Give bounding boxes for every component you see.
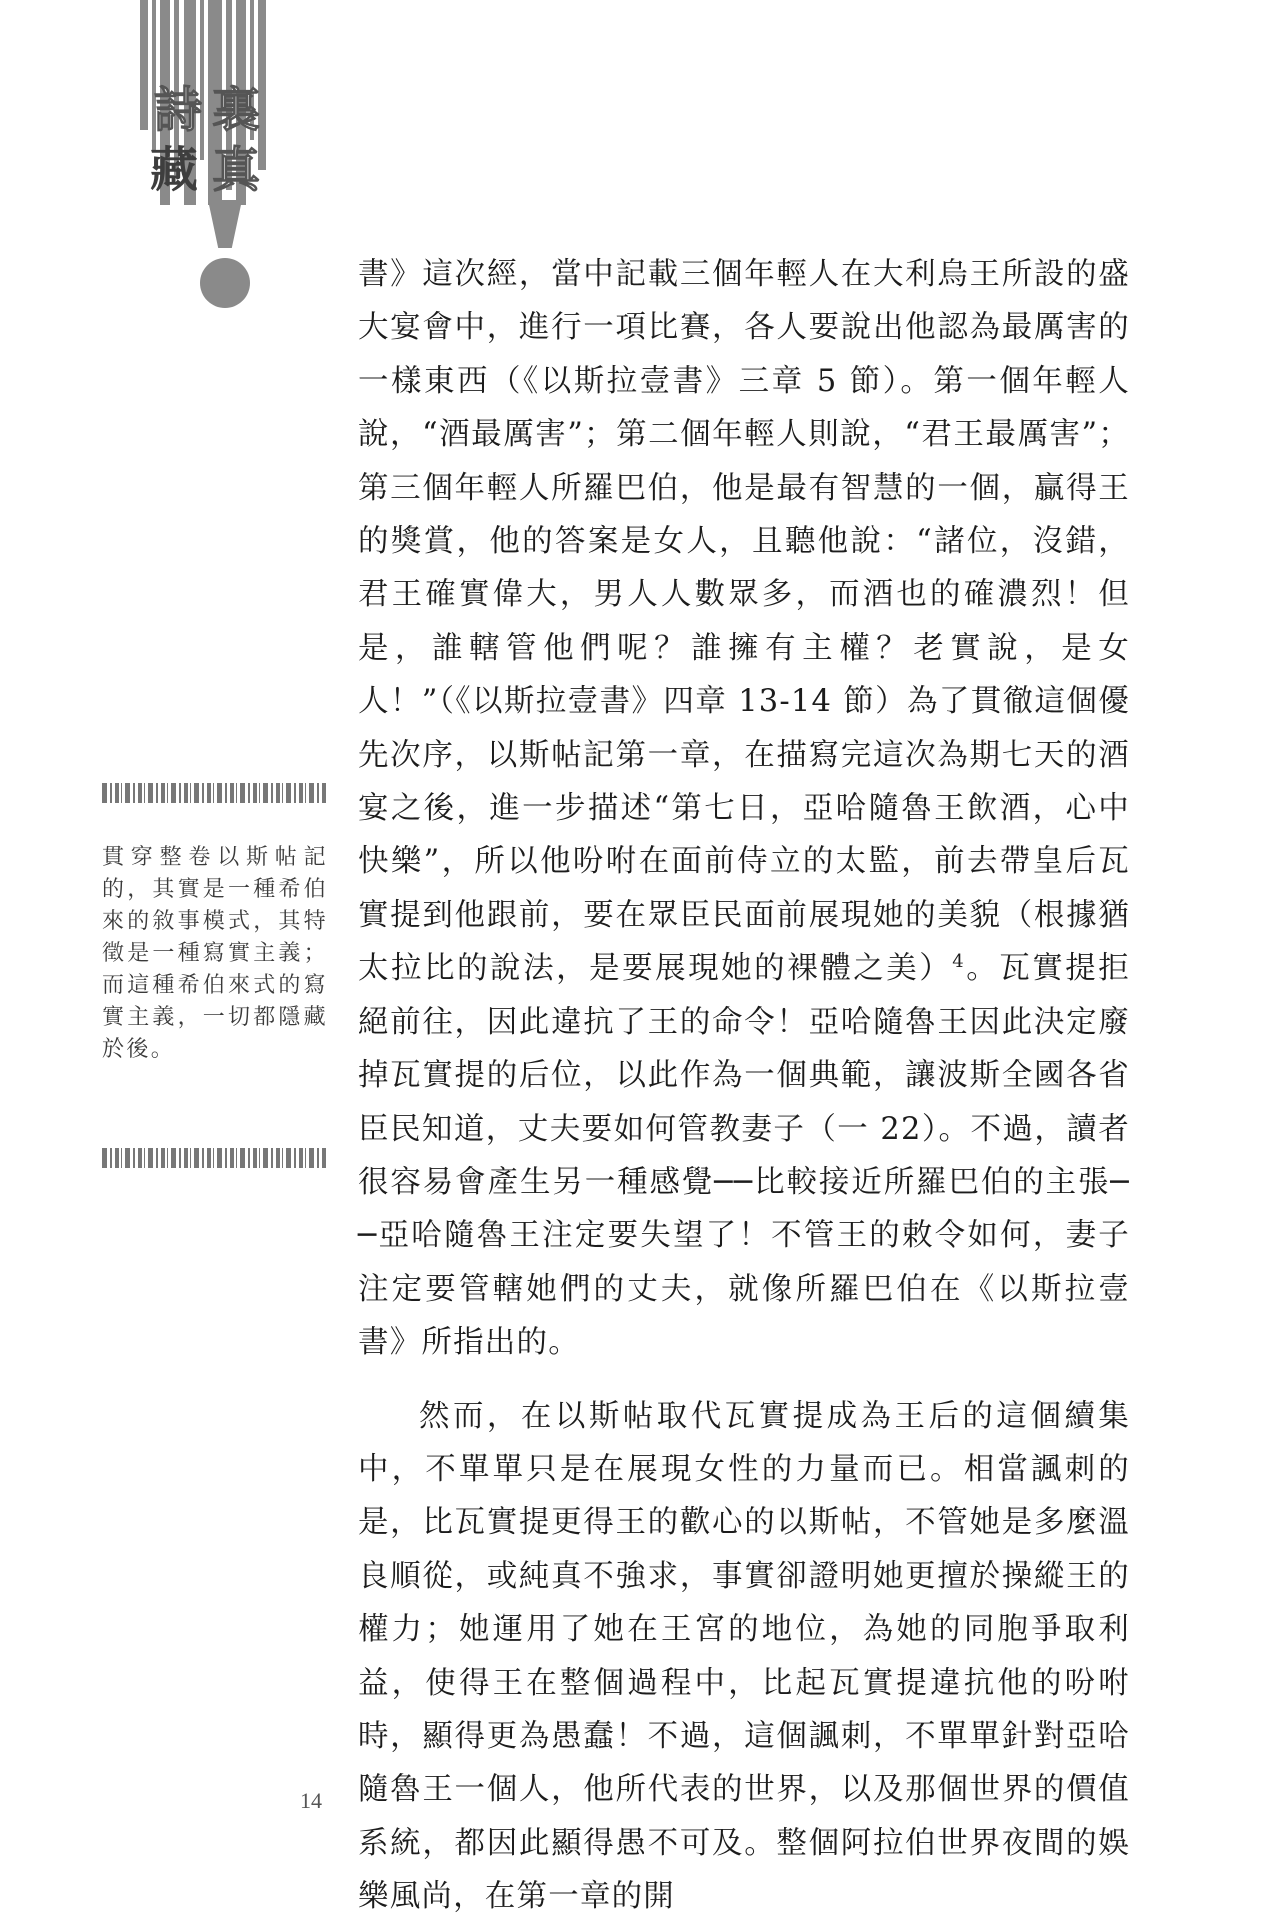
body-paragraph-2: 然而，在以斯帖取代瓦實提成為王后的這個續集中，不單單只是在展現女性的力量而已。相當諷刺的是，比瓦實提更得王的歡心的以斯帖，不管她是多麼溫良順從，或純真不強求，事實卻證明她更擅於操縱王的權力；她運用了她在王宮的地位，為她的同胞爭取利益，使得王在整個過程中，比起瓦實提違抗他的吩咐時，顯得更為愚蠢！不過，這個諷刺，不單單針對亞哈隨魯王一個人，他所代表的世界，以及那個世界的價值系統，都因此顯得愚不可及。整個阿拉伯世界夜間的娛樂風尚，在第一章的開: [358, 1398, 1130, 1915]
logo-exclamation-stem: [208, 200, 242, 248]
logo-exclamation-dot: [200, 258, 250, 308]
body-paragraph-1: [358, 248, 1130, 1370]
footnote-reference[interactable]: 4: [952, 951, 965, 973]
sidebar-pull-quote: 貫穿整卷以斯帖記的，其實是一種希伯來的敘事模式，其特徵是一種寫實主義；而這種希伯來式的寫實主義，一切都隱藏於後。: [102, 845, 328, 1062]
logo-char-1: 詩: [154, 82, 200, 138]
book-logo: [140, 0, 270, 310]
page-number: 14: [300, 1788, 322, 1813]
sidebar-divider-bottom: [102, 1148, 328, 1168]
body-paragraph-1-part-a: 書》這次經，當中記載三個年輕人在大利烏王所設的盛大宴會中，進行一項比賽，各人要說出他認為最厲害的一樣東西（《以斯拉壹書》三章 5 節）。第一個年輕人說，“酒最厲害”；第二個年輕人則說，“君王最厲害”；第三個年輕人所羅巴伯，他是最有智慧的一個，贏得王的獎賞，他的答案是女人，且聽他說：“諸位，沒錯，君王確實偉大，男人人數眾多，而酒也的確濃烈！但是，誰轄管他們呢？誰擁有主權？老實說，是女人！”（《以斯拉壹書》四章 13-14 節）為了貫徹這個優先次序，以斯帖記第一章，在描寫完這次為期七天的酒宴之後，進一步描述“第七日，亞哈隨魯王飲酒，心中快樂”，所以他吩咐在面前侍立的太監，前去帶皇后瓦實提到他跟前，要在眾臣民面前展現她的美貌（根據猶太拉比的說法，是要展現她的裸體之美）: [358, 257, 1130, 987]
logo-char-2: 裏: [212, 82, 258, 138]
logo-char-3: 藏: [150, 142, 196, 198]
logo-bar: [140, 0, 148, 130]
body-paragraph-1-part-b: 。瓦實提拒絕前往，因此違抗了王的命令！亞哈隨魯王因此決定廢掉瓦實提的后位，以此作為一個典範，讓波斯全國各省臣民知道，丈夫要如何管教妻子（一 22）。不過，讀者很容易會產生另一種感覺──比較接近所羅巴伯的主張──亞哈隨魯王注定要失望了！不管王的敕令如何，妻子注定要管轄她們的丈夫，就像所羅巴伯在《以斯拉壹書》所指出的。: [358, 951, 1130, 1361]
logo-char-4: 真: [212, 142, 258, 198]
logo-bar: [200, 0, 204, 160]
main-body: [358, 248, 1130, 1924]
logo-bar: [258, 0, 266, 170]
sidebar-divider-top: [102, 783, 328, 803]
